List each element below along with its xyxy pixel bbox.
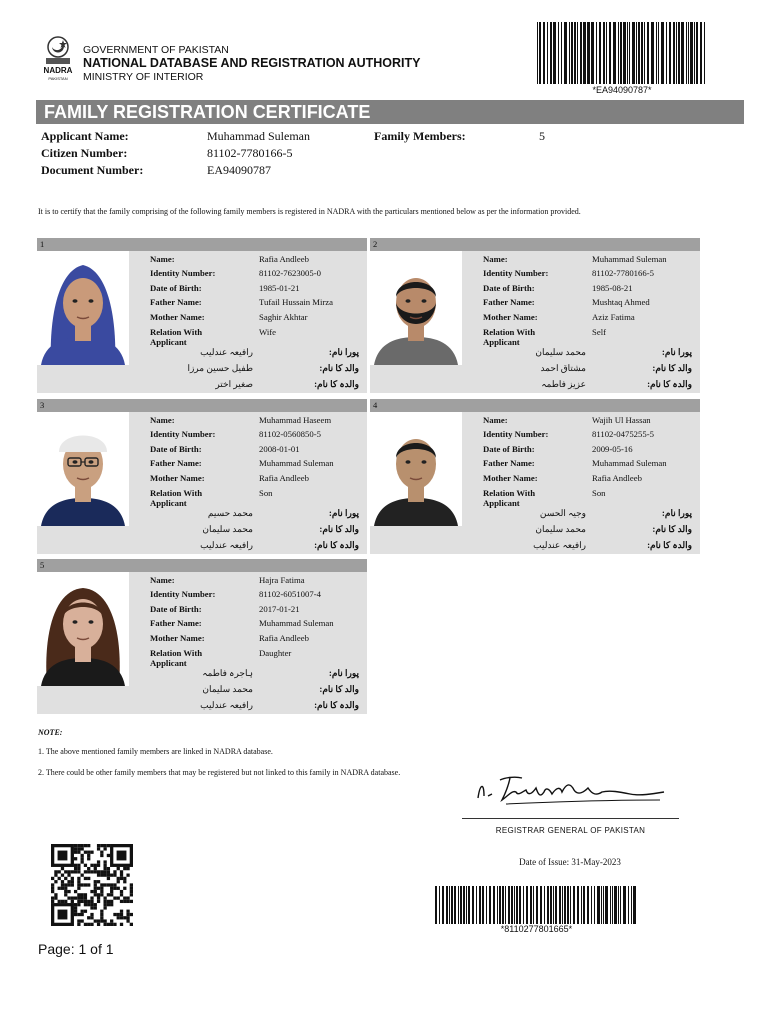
member-number: 3 xyxy=(37,399,367,412)
name-label: Name: xyxy=(150,254,175,264)
member-urdu-mother: رافیعہ عندلیب xyxy=(200,540,253,550)
header-government: GOVERNMENT OF PAKISTAN xyxy=(83,44,229,56)
member-father: Muhammad Suleman xyxy=(259,618,334,628)
member-urdu-name: محمد سلیمان xyxy=(535,347,586,357)
registrar-signature xyxy=(470,770,670,810)
mother-label: Mother Name: xyxy=(483,312,538,322)
relation-label: Relation With xyxy=(150,648,203,658)
member-mother: Rafia Andleeb xyxy=(259,473,309,483)
urdu-name-label: پورا نام: xyxy=(328,347,359,357)
member-urdu-mother: صغیر اختر xyxy=(215,379,253,389)
mother-label: Mother Name: xyxy=(483,473,538,483)
member-urdu-mother: رافیعہ عندلیب xyxy=(200,700,253,710)
member-identity: 81102-7623005-0 xyxy=(259,268,321,278)
certify-statement: It is to certify that the family comprising of the following family members is registered in NADRA with the particulars mentioned below as per the information provided. xyxy=(38,207,581,216)
member-details xyxy=(37,572,367,714)
member-number: 2 xyxy=(370,238,700,251)
member-number: 4 xyxy=(370,399,700,412)
note-2: 2. There could be other family members that may be registered but not linked to this family in NADRA database. xyxy=(38,768,401,777)
member-mother: Rafia Andleeb xyxy=(592,473,642,483)
urdu-father-label: والد کا نام: xyxy=(319,684,359,694)
member-urdu-name: ہاجرہ فاطمہ xyxy=(202,668,253,678)
member-identity: 81102-0475255-5 xyxy=(592,429,654,439)
bottom-barcode-text: *8110277801665* xyxy=(500,924,573,934)
member-urdu-father: محمد سلیمان xyxy=(535,524,586,534)
applicant-name-label: Applicant Name: xyxy=(41,129,129,143)
relation-label-2: Applicant xyxy=(483,337,520,347)
identity-label: Identity Number: xyxy=(150,589,216,599)
member-urdu-mother: رافیعہ عندلیب xyxy=(533,540,586,550)
mother-label: Mother Name: xyxy=(150,633,205,643)
citizen-number-label: Citizen Number: xyxy=(41,146,128,160)
header-authority: NATIONAL DATABASE AND REGISTRATION AUTHORITY xyxy=(83,56,421,70)
member-father: Tufail Hussain Mirza xyxy=(259,297,334,307)
mother-label: Mother Name: xyxy=(150,473,205,483)
signature-line xyxy=(462,818,679,819)
member-relation: Wife xyxy=(259,327,277,337)
member-relation: Son xyxy=(259,488,273,498)
relation-label: Relation With xyxy=(483,327,536,337)
urdu-mother-label: والدہ کا نام: xyxy=(647,379,692,389)
document-barcode-text: *EA94090787* xyxy=(592,85,652,95)
urdu-name-label: پورا نام: xyxy=(328,508,359,518)
member-dob: 2017-01-21 xyxy=(259,604,300,614)
page-title: FAMILY REGISTRATION CERTIFICATE xyxy=(44,102,371,122)
member-photo xyxy=(37,412,129,526)
member-details xyxy=(37,412,367,554)
member-number: 1 xyxy=(37,238,367,251)
identity-label: Identity Number: xyxy=(150,429,216,439)
dob-label: Date of Birth: xyxy=(150,444,202,454)
relation-label-2: Applicant xyxy=(150,498,187,508)
member-urdu-father: طفیل حسین مرزا xyxy=(187,363,253,373)
document-number: EA94090787 xyxy=(207,163,271,177)
member-dob: 2009-05-16 xyxy=(592,444,633,454)
qr-code xyxy=(48,844,136,926)
member-urdu-mother: عزیز فاطمہ xyxy=(541,379,586,389)
member-identity: 81102-7780166-5 xyxy=(592,268,654,278)
member-name: Wajih Ul Hassan xyxy=(592,415,651,425)
member-urdu-father: مشتاق احمد xyxy=(540,363,586,373)
member-photo xyxy=(370,412,462,526)
relation-label-2: Applicant xyxy=(483,498,520,508)
urdu-mother-label: والدہ کا نام: xyxy=(647,540,692,550)
member-urdu-name: رافیعہ عندلیب xyxy=(200,347,253,357)
mother-label: Mother Name: xyxy=(150,312,205,322)
identity-label: Identity Number: xyxy=(483,268,549,278)
header-ministry: MINISTRY OF INTERIOR xyxy=(83,71,204,83)
member-father: Mushtaq Ahmed xyxy=(592,297,650,307)
member-name: Muhammad Suleman xyxy=(592,254,667,264)
identity-label: Identity Number: xyxy=(483,429,549,439)
urdu-name-label: پورا نام: xyxy=(328,668,359,678)
member-photo xyxy=(37,251,129,365)
urdu-father-label: والد کا نام: xyxy=(319,363,359,373)
member-urdu-name: وجیہ الحسن xyxy=(539,508,586,518)
nadra-logo xyxy=(38,34,78,82)
member-relation: Daughter xyxy=(259,648,292,658)
member-urdu-father: محمد سلیمان xyxy=(202,524,253,534)
identity-label: Identity Number: xyxy=(150,268,216,278)
member-urdu-name: محمد حسیم xyxy=(207,508,253,518)
logo-subtext: PAKISTAN xyxy=(48,76,68,81)
member-details xyxy=(37,251,367,393)
member-name: Hajra Fatima xyxy=(259,575,305,585)
issue-date: Date of Issue: 31-May-2023 xyxy=(519,857,621,867)
father-label: Father Name: xyxy=(483,458,535,468)
member-mother: Saghir Akhtar xyxy=(259,312,308,322)
relation-label-2: Applicant xyxy=(150,337,187,347)
name-label: Name: xyxy=(483,254,508,264)
name-label: Name: xyxy=(150,415,175,425)
member-relation: Self xyxy=(592,327,606,337)
member-details xyxy=(370,412,700,554)
urdu-name-label: پورا نام: xyxy=(661,508,692,518)
member-photo xyxy=(370,251,462,365)
member-name: Muhammad Haseem xyxy=(259,415,332,425)
relation-label-2: Applicant xyxy=(150,658,187,668)
page-number: Page: 1 of 1 xyxy=(38,941,114,957)
family-members-label: Family Members: xyxy=(374,129,466,143)
bottom-barcode xyxy=(435,886,638,924)
relation-label: Relation With xyxy=(150,488,203,498)
member-identity: 81102-0560850-5 xyxy=(259,429,321,439)
citizen-number: 81102-7780166-5 xyxy=(207,146,293,160)
applicant-name: Muhammad Suleman xyxy=(207,129,310,143)
member-father: Muhammad Suleman xyxy=(259,458,334,468)
registrar-title: REGISTRAR GENERAL OF PAKISTAN xyxy=(495,826,646,835)
urdu-name-label: پورا نام: xyxy=(661,347,692,357)
member-urdu-father: محمد سلیمان xyxy=(202,684,253,694)
member-dob: 1985-08-21 xyxy=(592,283,633,293)
urdu-mother-label: والدہ کا نام: xyxy=(314,700,359,710)
member-photo xyxy=(37,572,129,686)
dob-label: Date of Birth: xyxy=(150,604,202,614)
member-number: 5 xyxy=(37,559,367,572)
dob-label: Date of Birth: xyxy=(150,283,202,293)
note-heading: NOTE: xyxy=(38,728,63,737)
member-mother: Aziz Fatima xyxy=(592,312,635,322)
member-dob: 2008-01-01 xyxy=(259,444,300,454)
member-name: Rafia Andleeb xyxy=(259,254,309,264)
document-barcode xyxy=(537,22,707,84)
urdu-mother-label: والدہ کا نام: xyxy=(314,379,359,389)
urdu-father-label: والد کا نام: xyxy=(319,524,359,534)
relation-label: Relation With xyxy=(483,488,536,498)
relation-label: Relation With xyxy=(150,327,203,337)
member-dob: 1985-01-21 xyxy=(259,283,300,293)
father-label: Father Name: xyxy=(483,297,535,307)
member-details xyxy=(370,251,700,393)
member-father: Muhammad Suleman xyxy=(592,458,667,468)
urdu-mother-label: والدہ کا نام: xyxy=(314,540,359,550)
logo-text: NADRA xyxy=(43,66,73,75)
dob-label: Date of Birth: xyxy=(483,283,535,293)
name-label: Name: xyxy=(150,575,175,585)
document-number-label: Document Number: xyxy=(41,163,144,177)
name-label: Name: xyxy=(483,415,508,425)
member-mother: Rafia Andleeb xyxy=(259,633,309,643)
urdu-father-label: والد کا نام: xyxy=(652,524,692,534)
father-label: Father Name: xyxy=(150,458,202,468)
member-identity: 81102-6051007-4 xyxy=(259,589,321,599)
dob-label: Date of Birth: xyxy=(483,444,535,454)
family-members-count: 5 xyxy=(539,129,545,143)
note-1: 1. The above mentioned family members are linked in NADRA database. xyxy=(38,747,273,756)
father-label: Father Name: xyxy=(150,618,202,628)
father-label: Father Name: xyxy=(150,297,202,307)
urdu-father-label: والد کا نام: xyxy=(652,363,692,373)
member-relation: Son xyxy=(592,488,606,498)
